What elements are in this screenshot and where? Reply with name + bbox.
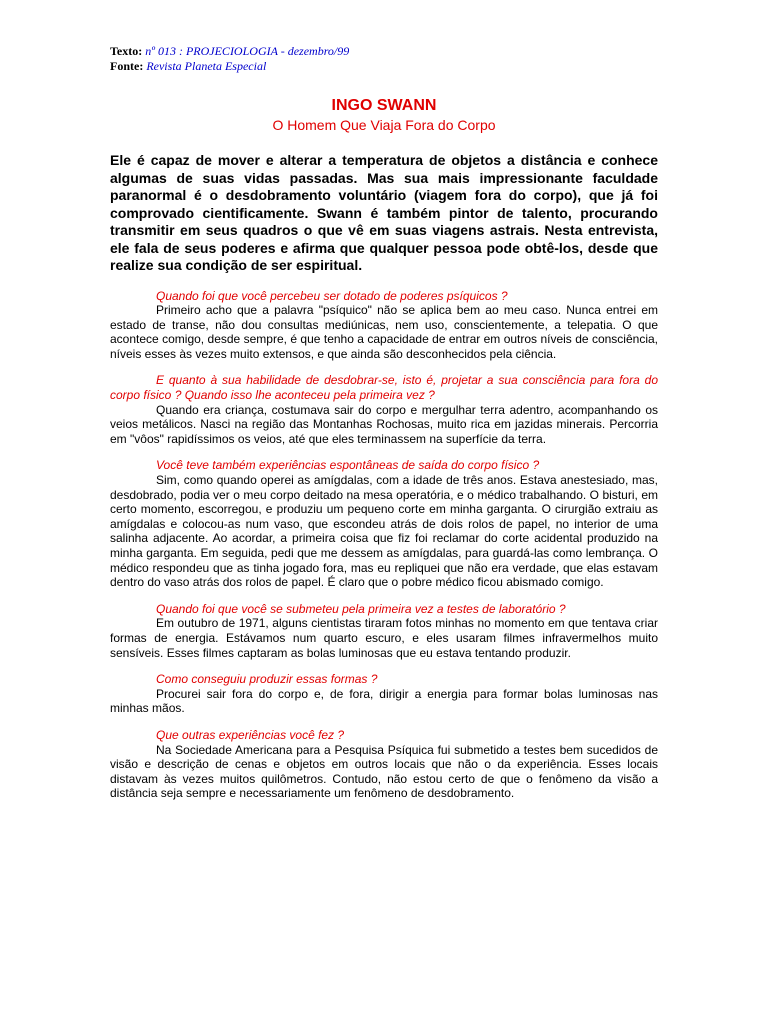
interview-question: E quanto à sua habilidade de desdobrar-se, isto é, projetar a sua consciência para fora do corpo físico ? Quando isso lhe aconteceu pela primeira vez ? (110, 373, 658, 403)
qa-block (110, 458, 658, 589)
source-header (110, 44, 658, 74)
interview-question: Você teve também experiências espontâneas de saída do corpo físico ? (156, 458, 540, 473)
interview-question: Como conseguiu produzir essas formas ? (156, 672, 378, 687)
interview-answer: Quando era criança, costumava sair do corpo e mergulhar terra adentro, acompanhando os veios metálicos. Nasci na região das Montanhas Rochosas, muito rica em jazidas minerais. Percorria em "vôos" rapidíssimos os veios, até que eles terminassem na superfície da terra. (110, 402, 658, 446)
interview-question: Quando foi que você percebeu ser dotado de poderes psíquicos ? (156, 288, 508, 303)
qa-block (110, 728, 658, 801)
article-intro: Ele é capaz de mover e alterar a temperatura de objetos a distância e conhece algumas de suas vidas passadas. Mas sua mais impressionante faculdade paranormal é o desdobramento voluntário (viagem fora do corpo), que já foi comprovado cientificamente. Swann é também pintor de talento, procurando transmitir em seus quadros o que vê em suas viagens astrais. Nesta entrevista, ele fala de seus poderes e afirma que qualquer pessoa pode obtê-los, desde que realize sua condição de ser espiritual. (110, 152, 658, 273)
interview-answer: Procurei sair fora do corpo e, de fora, dirigir a energia para formar bolas luminosas nas minhas mãos. (110, 686, 658, 716)
interview-question: Que outras experiências você fez ? (156, 727, 345, 742)
interview-answer: Em outubro de 1971, alguns cientistas tiraram fotos minhas no momento em que tentava criar formas de energia. Estávamos num quarto escuro, e eles usaram filmes infravermelhos muito sensíveis. Esses filmes captaram as bolas luminosas que eu estava tentando produzir. (110, 616, 658, 660)
interview-answer: Sim, como quando operei as amígdalas, com a idade de três anos. Estava anestesiado, mas, desdobrado, podia ver o meu corpo deitado na mesa operatória, e o médico trabalhando. O bisturi, em certo momento, escorregou, e produziu um pequeno corte em minha garganta. O cirurgião extraiu as amígdalas e colocou-as num vaso, que escondeu atrás de dois rolos de papel, no interior de uma salinha adjacente. Ao acordar, a primeira coisa que fiz foi reclamar do corte acidental produzido na minha garganta. Em seguida, pedi que me dessem as amígdalas, para guardá-las como lembrança. O médico respondeu que as tinha jogado fora, mas eu repliquei que não era verdade, que elas estavam dentro do vaso atrás dos rolos de papel. É claro que o pobre médico ficou abismado comigo. (110, 473, 658, 590)
article-title: INGO SWANN (331, 97, 437, 114)
texto-value: nº 013 : PROJECIOLOGIA - dezembro/99 (145, 44, 350, 58)
fonte-label: Fonte: (110, 59, 144, 73)
qa-block (110, 289, 658, 362)
texto-label: Texto: (110, 44, 143, 58)
texto-line (110, 44, 658, 59)
document-page (110, 44, 658, 801)
interview-answer: Primeiro acho que a palavra "psíquico" não se aplica bem ao meu caso. Nunca entrei em estado de transe, não dou consultas mediúnicas, nem uso, conscientemente, a telepatia. O que acontece comigo, desde sempre, é que tenho a capacidade de entrar em outros níveis de consciência, níveis esses às vezes muito extensos, e que ainda são desconhecidos pela ciência. (110, 303, 658, 361)
interview-answer: Na Sociedade Americana para a Pesquisa Psíquica fui submetido a testes bem sucedidos de visão e descrição de cenas e objetos em outros locais que não o da experiência. Esses locais distavam às vezes muitos quilômetros. Contudo, não estou certo de que o fenômeno da visão a distância seja sempre e necessariamente um fenômeno de desdobramento. (110, 742, 658, 801)
interview-question: Quando foi que você se submeteu pela primeira vez a testes de laboratório ? (156, 601, 566, 616)
fonte-value: Revista Planeta Especial (146, 59, 267, 73)
article-subtitle: O Homem Que Viaja Fora do Corpo (272, 117, 496, 133)
qa-block (110, 602, 658, 660)
qa-block (110, 672, 658, 716)
fonte-line (110, 59, 658, 74)
qa-block (110, 373, 658, 446)
